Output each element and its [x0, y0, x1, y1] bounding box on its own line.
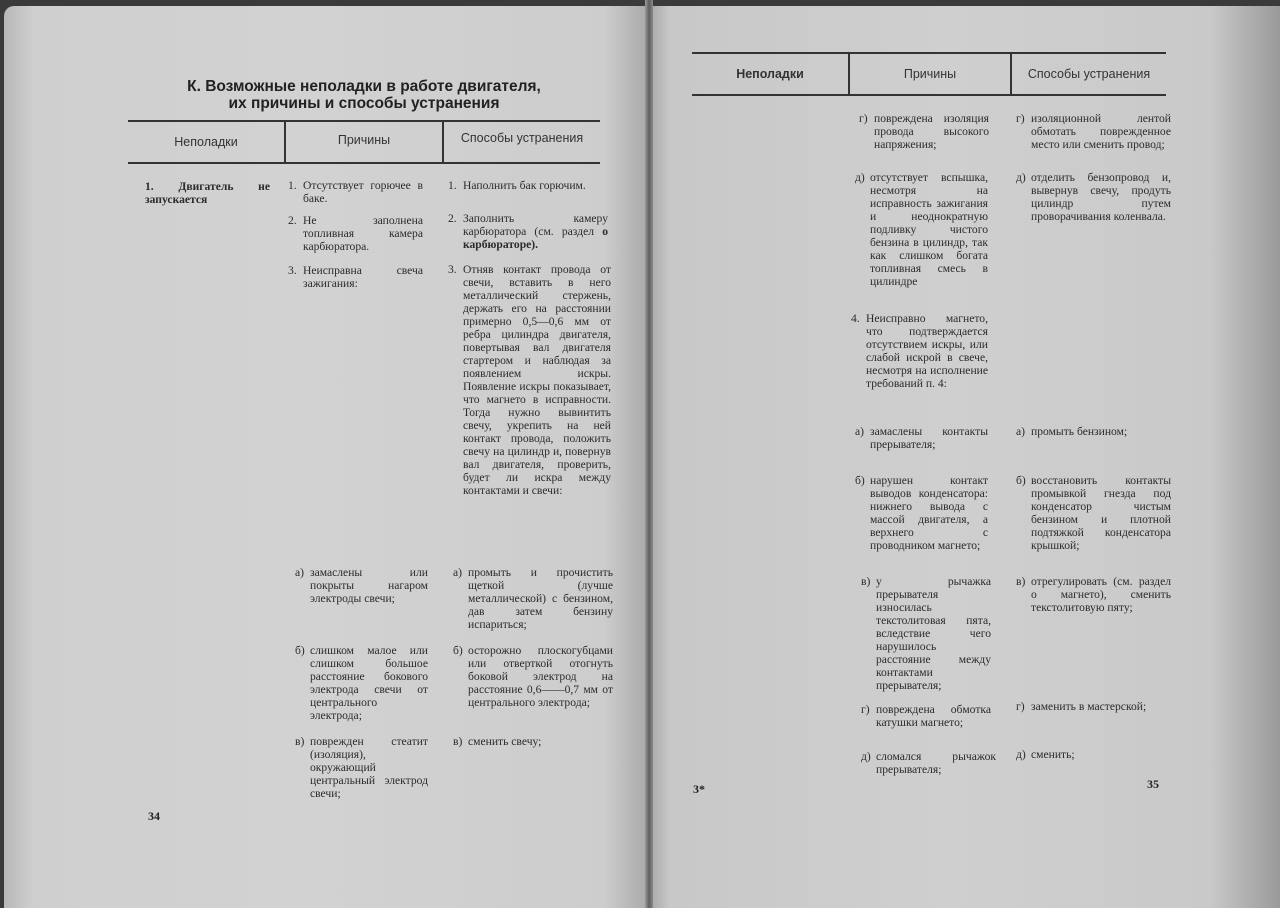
- cause-text: Неисправна свеча зажигания:: [303, 264, 423, 290]
- fault-text: 1. Двигатель не запускается: [145, 180, 270, 206]
- remedy-text: промыть и прочистить щеткой (лучше металлической) с бензином, дав затем бензину испариться;: [468, 566, 613, 631]
- cause-row: [855, 474, 988, 552]
- remedy-text: отделить бензопровод и, вывернув свечу, продуть цилиндр путем проворачивания коленвала.: [1031, 171, 1171, 223]
- cause-text: Не заполнена топливная камера карбюратора.: [303, 214, 423, 253]
- header-remedies: Способы устранения: [460, 131, 584, 145]
- cause-marker: г): [861, 703, 870, 716]
- cause-text: нарушен контакт выводов конденсатора: нижнего вывода с массой двигателя, а верхнего с проводником магнето;: [870, 474, 988, 552]
- table-top-rule: [128, 120, 600, 122]
- cause-text: Отсутствует горючее в баке.: [303, 179, 423, 205]
- cause-text: замаслены контакты прерывателя;: [870, 425, 988, 451]
- remedy-marker: д): [1016, 171, 1026, 184]
- cause-row: [855, 425, 988, 451]
- cause-row: [851, 312, 988, 390]
- cause-text: отсутствует вспышка, несмотря на исправность зажигания и неоднократную подливку чистого бензина в цилиндр, так как слишком богата топливная смесь в цилиндре: [870, 171, 988, 288]
- cause-text: Неисправно магнето, что подтверждается отсутствием искры, или слабой искрой в свече, несмотря на исполнение требований п. 4:: [866, 312, 988, 390]
- cause-marker: в): [295, 735, 305, 748]
- cause-text: у рычажка прерывателя износилась текстолитовая пята, вследствие чего нарушилось расстояние между контактами прерывателя;: [876, 575, 991, 692]
- cause-row: [295, 735, 428, 800]
- remedy-marker: г): [1016, 112, 1025, 125]
- cause-marker: в): [861, 575, 871, 588]
- cause-row: [288, 264, 423, 290]
- cause-text: повреждена обмотка катушки магнето;: [876, 703, 991, 729]
- cause-text: повреждена изоляция провода высокого напряжения;: [874, 112, 989, 151]
- header-causes: Причины: [337, 133, 391, 147]
- cause-marker: д): [855, 171, 865, 184]
- remedy-row: [1016, 575, 1171, 614]
- section-title-line-2: их причины и способы устранения: [228, 95, 500, 112]
- cause-row: [288, 214, 423, 253]
- remedy-marker: 1.: [448, 179, 457, 192]
- cause-marker: д): [861, 750, 871, 763]
- remedy-text: промыть бензином;: [1031, 425, 1128, 438]
- remedy-row: [1016, 700, 1171, 713]
- remedy-row: [1016, 425, 1171, 438]
- cause-marker: а): [295, 566, 305, 579]
- cause-marker: 2.: [288, 214, 297, 227]
- cause-marker: а): [855, 425, 865, 438]
- remedy-row: [453, 644, 613, 709]
- page-number-left: 34: [148, 809, 160, 823]
- remedy-marker: а): [453, 566, 463, 579]
- table-top-rule: [692, 52, 1166, 54]
- remedy-text: изоляционной лентой обмотать поврежденное место или сменить провод;: [1031, 112, 1171, 151]
- remedy-row: [1016, 112, 1171, 151]
- cause-row: [861, 750, 996, 776]
- remedy-marker: в): [1016, 575, 1026, 588]
- remedy-text: заменить в мастерской;: [1031, 700, 1147, 713]
- cause-row: [855, 171, 988, 288]
- cause-marker: 3.: [288, 264, 297, 277]
- remedy-text: сменить;: [1031, 748, 1075, 761]
- header-faults: Неполадки: [736, 67, 804, 81]
- table-header-rule: [128, 162, 600, 164]
- cause-row: [861, 575, 991, 692]
- remedy-marker: б): [1016, 474, 1026, 487]
- cause-marker: г): [859, 112, 868, 125]
- remedy-text: осторожно плоскогубцами или отверткой отогнуть боковой электрод на расстояние 0,6——0,7 мм от центрального электрода;: [468, 644, 613, 709]
- cause-text: сломался рычажок прерывателя;: [876, 750, 996, 776]
- remedy-row: [448, 179, 608, 192]
- remedy-text-bold: о карбюраторе).: [463, 225, 608, 251]
- remedy-text: отрегулировать (см. раздел о магнето), сменить текстолитовую пяту;: [1031, 575, 1171, 614]
- cause-text: замаслены или покрыты нагаром электроды свечи;: [310, 566, 428, 605]
- cause-row: [861, 703, 991, 729]
- remedy-row: [1016, 171, 1171, 223]
- cause-marker: 4.: [851, 312, 860, 325]
- section-title: [128, 78, 600, 112]
- remedy-marker: в): [453, 735, 463, 748]
- remedy-marker: г): [1016, 700, 1025, 713]
- remedy-text: сменить свечу;: [468, 735, 542, 748]
- cause-row: [288, 179, 423, 205]
- page-number-right: 35: [1147, 777, 1159, 791]
- remedy-row: [453, 566, 613, 631]
- fault-1: [145, 180, 270, 206]
- signature-mark: 3*: [693, 782, 705, 796]
- header-causes: Причины: [903, 67, 957, 81]
- remedy-marker: д): [1016, 748, 1026, 761]
- remedy-marker: б): [453, 644, 463, 657]
- section-title-line-1: К. Возможные неполадки в работе двигателя,: [187, 78, 541, 95]
- remedy-marker: 3.: [448, 263, 457, 276]
- cause-marker: 1.: [288, 179, 297, 192]
- header-remedies: Способы устранения: [1027, 67, 1151, 81]
- cause-marker: б): [295, 644, 305, 657]
- remedy-marker: 2.: [448, 212, 457, 225]
- remedy-row: [1016, 748, 1171, 761]
- remedy-text: Наполнить бак горючим.: [463, 179, 586, 192]
- cause-text: поврежден стеатит (изоляция), окружающий центральный электрод свечи;: [310, 735, 428, 800]
- cause-text: слишком малое или слишком большое расстояние бокового электрода свечи от центрального электрода;: [310, 644, 428, 722]
- cause-row: [859, 112, 989, 151]
- remedy-row: [448, 263, 611, 497]
- remedy-text: Заполнить камеру карбюратора (см. раздел: [463, 212, 608, 238]
- cause-row: [295, 566, 428, 605]
- cause-row: [295, 644, 428, 722]
- remedy-row: [453, 735, 613, 748]
- book-spine: [645, 0, 653, 908]
- remedy-text: Отняв контакт провода от свечи, вставить в него металлический стержень, держать его на расстоянии примерно 0,5—0,6 мм от ребра цилиндра двигателя, повертывая вал двигателя стартером и наблюдая за появлением искры. Появление искры показывает, что магнето в исправности. Тогда нужно вывинтить свечу, укрепить на ней контакт провода, положить свечу на цилиндр и, повернув вал двигателя, проверить, будет ли искра между контактами и свечи:: [463, 263, 611, 497]
- remedy-row: [1016, 474, 1171, 552]
- remedy-row: [448, 212, 608, 251]
- remedy-marker: а): [1016, 425, 1026, 438]
- header-faults: Неполадки: [174, 135, 238, 149]
- table-header-rule: [692, 94, 1166, 96]
- remedy-text: восстановить контакты промывкой гнезда под конденсатор чистым бензином и плотной подтяжкой конденсатора крышкой;: [1031, 474, 1171, 552]
- cause-marker: б): [855, 474, 865, 487]
